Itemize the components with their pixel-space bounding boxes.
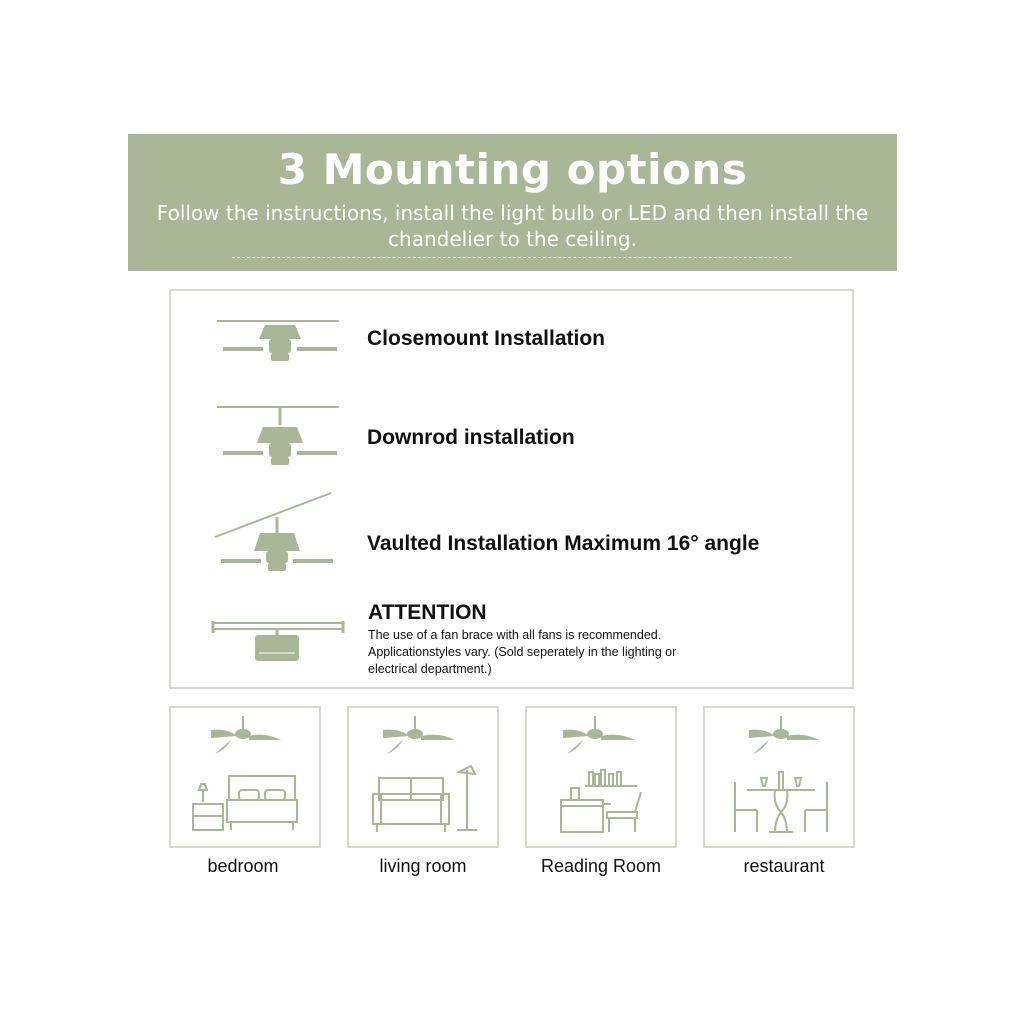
reading-room-icon bbox=[527, 708, 679, 850]
downrod-label: Downrod installation bbox=[367, 426, 575, 449]
restaurant-icon bbox=[705, 708, 857, 850]
attention-note bbox=[368, 601, 728, 678]
bedroom-icon bbox=[171, 708, 323, 850]
header-banner bbox=[128, 134, 897, 271]
room-label-reading-room: Reading Room bbox=[540, 856, 662, 876]
closemount-fan-icon bbox=[215, 317, 345, 367]
room-label-restaurant: restaurant bbox=[743, 856, 825, 876]
room-card-living-room bbox=[347, 706, 499, 848]
room-card-reading-room bbox=[525, 706, 677, 848]
banner-divider bbox=[232, 257, 792, 258]
page-title: 3 Mounting options bbox=[277, 145, 748, 194]
room-card-restaurant bbox=[703, 706, 855, 848]
fan-brace-icon bbox=[211, 617, 347, 665]
vaulted-label: Vaulted Installation Maximum 16° angle bbox=[367, 532, 760, 555]
room-label-bedroom: bedroom bbox=[207, 856, 279, 876]
room-card-bedroom bbox=[169, 706, 321, 848]
attention-text: The use of a fan brace with all fans is recommended. Applicationstyles vary. (Sold seperately in the lighting or electrical department.) bbox=[368, 628, 677, 676]
mounting-options-panel bbox=[169, 289, 854, 689]
room-label-living-room: living room bbox=[379, 856, 467, 876]
closemount-label: Closemount Installation bbox=[367, 327, 606, 350]
downrod-fan-icon bbox=[215, 405, 345, 469]
living-room-icon bbox=[349, 708, 501, 850]
vaulted-fan-icon bbox=[213, 491, 343, 577]
page-subtitle: Follow the instructions, install the light bulb or LED and then install the chandelier to the ceiling. bbox=[156, 201, 869, 251]
attention-heading: ATTENTION bbox=[368, 601, 487, 624]
